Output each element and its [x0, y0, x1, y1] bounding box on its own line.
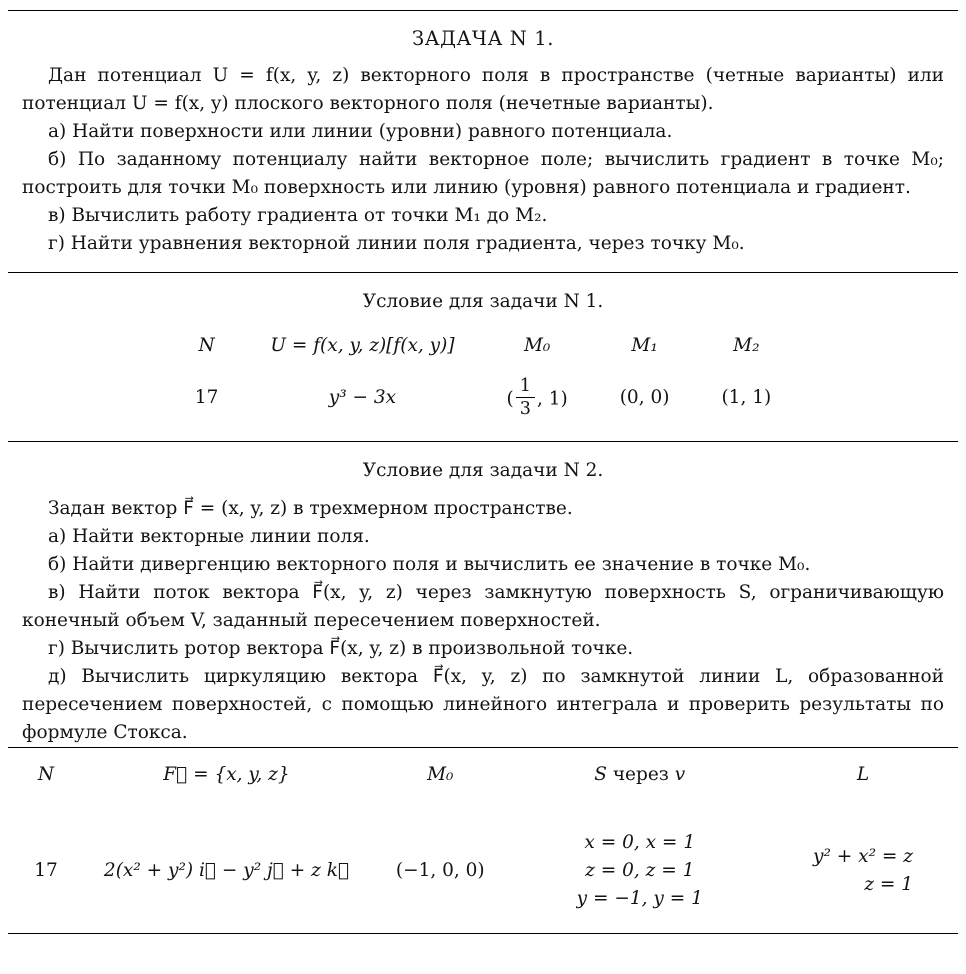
table1-header-m1: M₁ — [631, 335, 658, 356]
section2-item-d: д) Вычислить циркуляцию вектора F⃗(x, y, z) по замкнутой линии L, образованной пересечением поверхностей, с помощью линейного интеграла и проверить результаты по формуле Стокса. — [22, 666, 944, 744]
section2-item-g: г) Вычислить ротор вектора F⃗(x, y, z) в произвольной точке. — [48, 638, 634, 660]
table2-header-s — [512, 748, 769, 799]
section1-item-v: в) Вычислить работу градиента от точки M₁ до M₂. — [48, 205, 548, 226]
table2-data-row — [8, 799, 958, 933]
table1-header-m2: M₂ — [733, 335, 760, 356]
fraction-numerator: 1 — [516, 376, 535, 398]
table1-cell-m0 — [481, 366, 594, 425]
table2-header-m0: M₀ — [427, 764, 454, 786]
table2-header-l: L — [856, 764, 870, 786]
table2-header-n: N — [37, 764, 55, 786]
m0-rest: , 1) — [536, 388, 568, 410]
section2-item-b: б) Найти дивергенцию векторного поля и вычислить ее значение в точке M₀. — [48, 554, 811, 576]
table2 — [8, 748, 958, 933]
table1-data-row — [169, 366, 797, 425]
section2-body — [8, 495, 958, 747]
table1-header-n: N — [198, 335, 215, 356]
section2-heading: Условие для задачи N 2. — [362, 460, 604, 482]
table1-header-m0: M₀ — [523, 335, 551, 356]
table1-heading: Условие для задачи N 1. — [362, 291, 604, 312]
table1-header-formula: U = f(x, y, z)[f(x, y)] — [270, 335, 455, 356]
table2-cell-line-l — [768, 799, 958, 933]
section1-item-b: б) По заданному потенциалу найти векторное поле; вычислить градиент в точке M₀; построить для точки M₀ поверхность или линию (уровня) равного потенциала и градиент. — [22, 149, 944, 198]
table2-cell-surfaces — [512, 799, 769, 933]
section1-body — [8, 62, 958, 258]
table2-cell-m0: (−1, 0, 0) — [395, 860, 485, 882]
rule-after-table1 — [8, 441, 958, 442]
section1-intro: Дан потенциал U = f(x, y, z) векторного поля в пространстве (четные варианты) или потенциал U = f(x, y) плоского векторного поля (нечетные варианты). — [22, 65, 944, 114]
section1-item-g: г) Найти уравнения векторной линии поля градиента, через точку M₀. — [48, 233, 745, 254]
fraction — [516, 376, 535, 419]
table1-cell-variant: 17 — [194, 386, 219, 408]
header-v-symbol: v — [674, 764, 686, 786]
surface-line-1: x = 0, x = 1 — [584, 832, 696, 854]
table1-cell-m1: (0, 0) — [619, 386, 670, 408]
table1 — [169, 326, 797, 425]
table2-header-vector: F⃗ = {x, y, z} — [163, 764, 290, 786]
line-l-eq-1: y² + x² = z — [813, 846, 913, 868]
section1-item-a: а) Найти поверхности или линии (уровни) равного потенциала. — [48, 121, 673, 142]
page-title: ЗАДАЧА N 1. — [411, 27, 555, 50]
table2-cell-formula: 2(x² + y²) i⃗ − y² j⃗ + z k⃗ — [103, 860, 350, 882]
header-s-word: через — [612, 764, 669, 786]
table1-header-row — [169, 326, 797, 366]
m0-open-paren: ( — [506, 388, 514, 410]
line-l-equations — [813, 843, 913, 899]
line-l-eq-2: z = 1 — [864, 874, 913, 896]
table1-cell-formula: y³ − 3x — [328, 386, 397, 408]
rule-after-section1 — [8, 272, 958, 273]
fraction-denominator: 3 — [519, 399, 531, 420]
surface-line-2: z = 0, z = 1 — [585, 860, 695, 882]
table1-cell-m2: (1, 1) — [721, 386, 772, 408]
bottom-rule — [8, 933, 958, 934]
table2-cell-variant: 17 — [34, 860, 58, 882]
header-s-symbol: S — [594, 764, 607, 786]
section2-item-a: а) Найти векторные линии поля. — [48, 526, 370, 548]
surface-line-3: y = −1, y = 1 — [576, 888, 703, 910]
section2-item-v: в) Найти поток вектора F⃗(x, y, z) через замкнутую поверхность S, ограничивающую конечный объем V, заданный пересечением поверхностей. — [22, 582, 944, 632]
section2-intro: Задан вектор F⃗ = (x, y, z) в трехмерном пространстве. — [48, 498, 573, 520]
table2-header-row — [8, 748, 958, 799]
top-rule — [8, 10, 958, 11]
